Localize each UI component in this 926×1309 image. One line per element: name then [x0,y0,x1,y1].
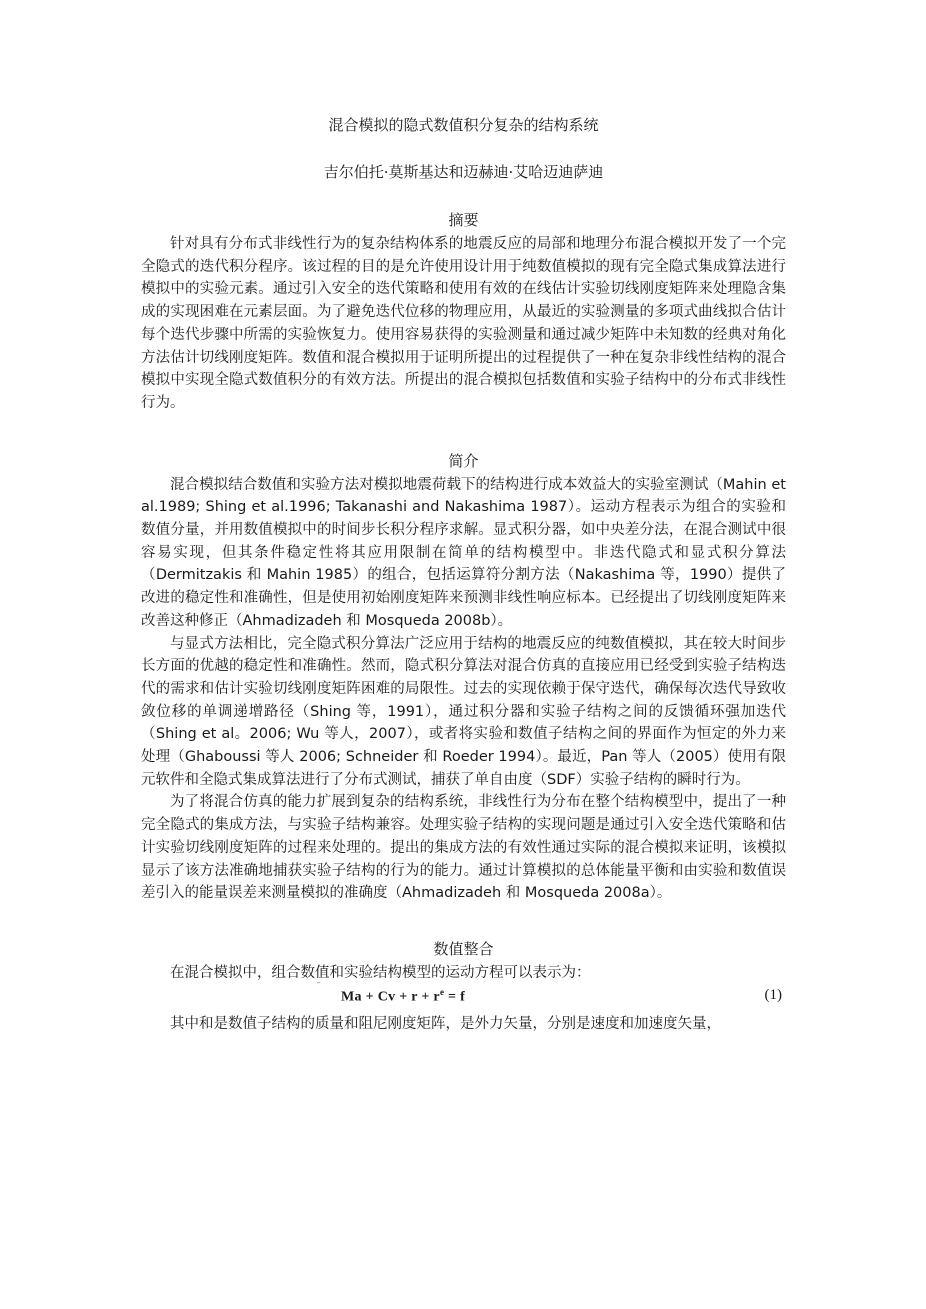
equation-number: (1) [764,986,782,1003]
equation-rhs: = f [444,989,466,1005]
equation-mark: ˉ [317,980,321,992]
equation-lhs: Ma + Cv + r + r [341,989,440,1005]
introduction-paragraph-1: 混合模拟结合数值和实验方法对模拟地震荷载下的结构进行成本效益大的实验室测试（Mahin et al.1989; Shing et al.1996; Takanashi and Nakashima 1987）。运动方程表示为组合的实验和数值分量，并用数值模拟中的时间步长积分程序求解。显式积分器，如中央差分法，在混合测试中很容易实现，但其条件稳定性将其应用限制在简单的结构模型中。非迭代隐式和显式积分算法（Dermitzakis 和 Mahin 1985）的组合，包括运算符分割方法（Nakashima 等，1990）提供了改进的稳定性和准确性，但是使用初始刚度矩阵来预测非线性响应标本。已经提出了切线刚度矩阵来改善这种修正（Ahmadizadeh 和 Mosqueda 2008b）。 [141,476,786,629]
abstract-heading: 摘要 [448,211,479,229]
paper-page [141,100,786,1035]
paper-authors: 吉尔伯托·莫斯基达和迈赫迪·艾哈迈迪萨迪 [323,163,604,181]
paper-title: 混合模拟的隐式数值积分复杂的结构系统 [328,116,599,134]
numerical-integration-heading: 数值整合 [433,939,494,958]
introduction-paragraph-2: 与显式方法相比，完全隐式积分算法广泛应用于结构的地震反应的纯数值模拟，其在较大时间步长方面的优越的稳定性和准确性。然而，隐式积分算法对混合仿真的直接应用已经受到实验子结构迭代的需求和估计实验切线刚度矩阵困难的局限性。过去的实现依赖于保守迭代，确保每次迭代导致收敛位移的单调递增路径（Shing 等，1991），通过积分器和实验子结构之间的反馈循环强加迭代（Shing et al。2006; Wu 等人，2007），或者将实验和数值子结构之间的界面作为恒定的外力来处理（Ghaboussi 等人 2006; Schneider 和 Roeder 1994）。最近，Pan 等人（2005）使用有限元软件和全隐式集成算法进行了分布式测试，捕获了单自由度（SDF）实验子结构的瞬时行为。 [141,635,786,788]
abstract-paragraph: 针对具有分布式非线性行为的复杂结构体系的地震反应的局部和地理分布混合模拟开发了一个完全隐式的迭代积分程序。该过程的目的是允许使用设计用于纯数值模拟的现有完全隐式集成算法进行模拟中的实验元素。通过引入安全的迭代策略和使用有效的在线估计实验切线刚度矩阵来处理隐含集成的实现困难在元素层面。为了避免迭代位移的物理应用，从最近的实验测量的多项式曲线拟合估计每个迭代步骤中所需的实验恢复力。使用容易获得的实验测量和通过减少矩阵中未知数的经典对角化方法估计切线刚度矩阵。数值和混合模拟用于证明所提出的过程提供了一种在复杂非线性结构的混合模拟中实现全隐式数值积分的有效方法。所提出的混合模拟包括数值和实验子结构中的分布式非线性行为。 [141,236,786,411]
equation-formula [341,987,465,1006]
numerical-integration-intro: 在混合模拟中，组合数值和实验结构模型的运动方程可以表示为： [170,964,591,981]
introduction-paragraph-3: 为了将混合仿真的能力扩展到复杂的结构系统，非线性行为分布在整个结构模型中，提出了一种完全隐式的集成方法，与实验子结构兼容。处理实验子结构的实现问题是通过引入安全迭代策略和估计实验切线刚度矩阵的过程来处理的。提出的集成方法的有效性通过实际的混合模拟来证明，该模拟显示了该方法准确地捕获实验子结构的行为的能力。通过计算模拟的总体能量平衡和由实验和数值误差引入的能量误差来测量模拟的准确度（Ahmadizadeh 和 Mosqueda 2008a）。 [141,794,786,902]
introduction-heading: 简介 [448,451,479,470]
equation-superscript: e [439,986,445,997]
equation-of-motion [141,980,786,1013]
numerical-integration-after-equation: 其中和是数值子结构的质量和阻尼刚度矩阵，是外力矢量，分别是速度和加速度矢量， [170,1015,721,1032]
